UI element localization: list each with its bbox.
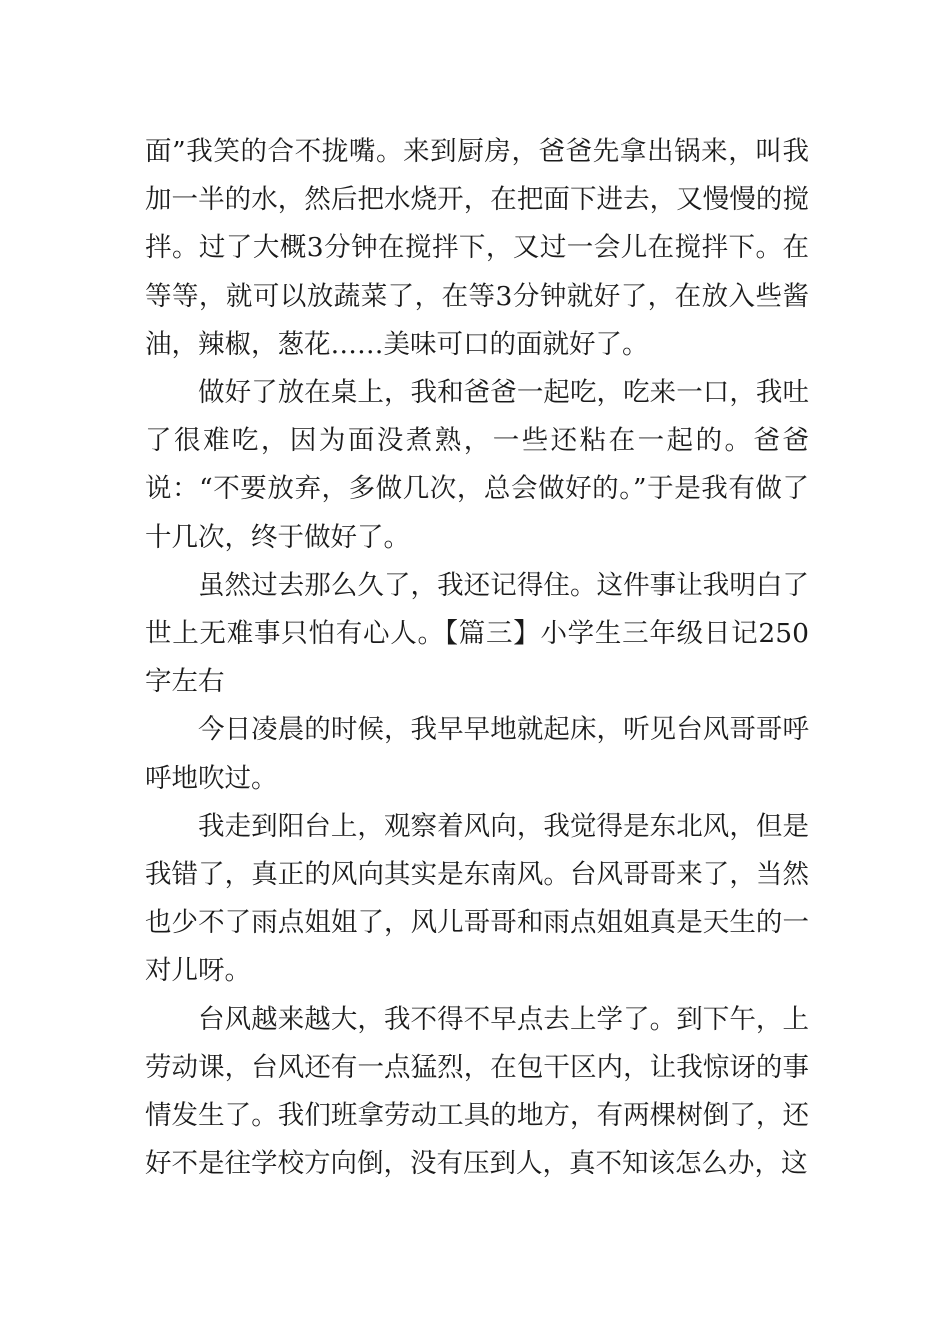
paragraph-school-trees: 台风越来越大，我不得不早点去上学了。到下午，上劳动课，台风还有一点猛烈，在包干区内，让我惊讶的事情发生了。我们班拿劳动工具的地方，有两棵树倒了，还好不是往学校方向倒，没有压到人，真不知该怎么办，这 [145, 1003, 809, 1180]
paragraph-eating-noodles: 做好了放在桌上，我和爸爸一起吃，吃来一口，我吐了很难吃，因为面没煮熟，一些还粘在一起的。爸爸说：“不要放弃，多做几次，总会做好的。”于是我有做了十几次，终于做好了。 [145, 377, 809, 553]
paragraph-lesson-and-heading: 虽然过去那么久了，我还记得住。这件事让我明白了世上无难事只怕有心人。【篇三】小学生三年级日记250字左右 [145, 569, 809, 698]
paragraph-wind-direction: 我走到阳台上，观察着风向，我觉得是东北风，但是我错了，真正的风向其实是东南风。台风哥哥来了，当然也少不了雨点姐姐了，风儿哥哥和雨点姐姐真是天生的一对儿呀。 [145, 810, 809, 987]
paragraph-morning-typhoon: 今日凌晨的时候，我早早地就起床，听见台风哥哥呼呼地吹过。 [145, 714, 809, 794]
paragraph-continuation: 面”我笑的合不拢嘴。来到厨房，爸爸先拿出锅来，叫我加一半的水，然后把水烧开，在把面下进去，又慢慢的搅拌。过了大概3分钟在搅拌下，又过一会儿在搅拌下。在等等，就可以放蔬菜了，在等3分钟就好了，在放入些酱油，辣椒，葱花……美味可口的面就好了。 [145, 136, 809, 360]
document-page [145, 128, 809, 1188]
